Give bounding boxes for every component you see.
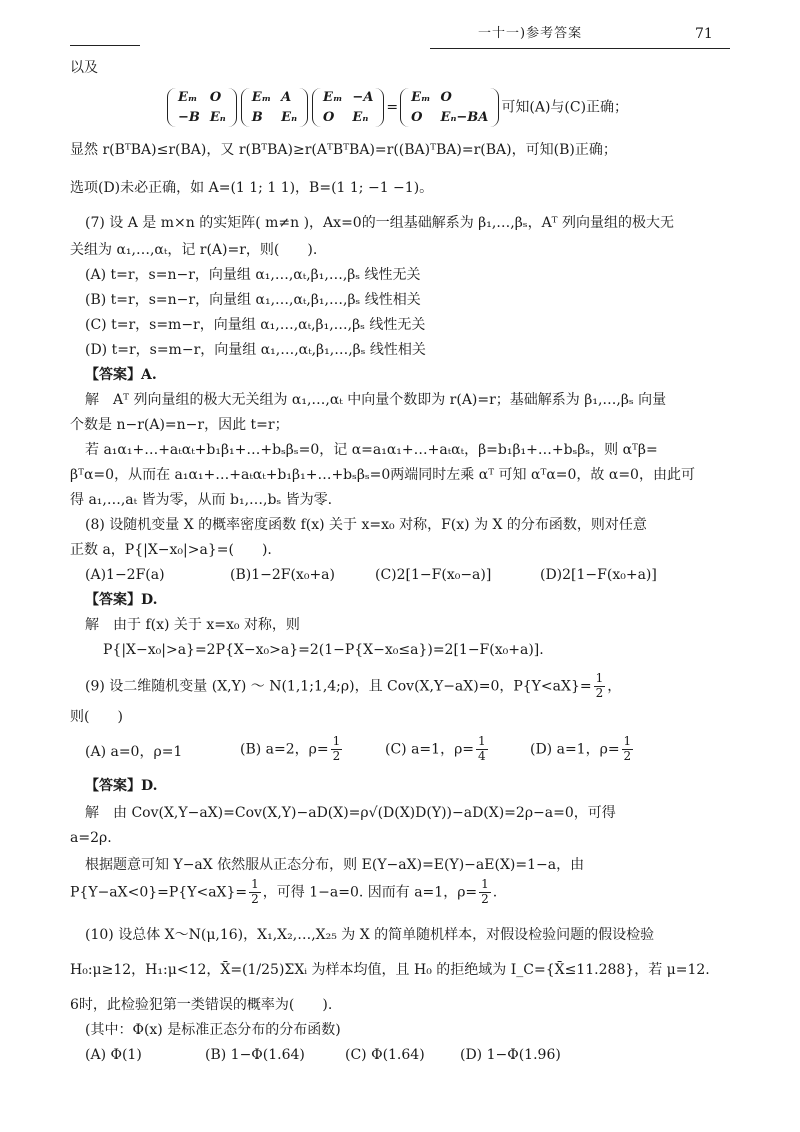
text-line: 选项(D)未必正确，如 A=(1 1; 1 1)，B=(1 1; −1 −1)。 bbox=[70, 180, 434, 196]
note-line: (其中：Φ(x) 是标准正态分布的分布函数) bbox=[85, 1022, 341, 1038]
option-b: (B)1−2F(x₀+a) bbox=[230, 567, 335, 583]
text-line: 显然 r(BᵀBA)≤r(BA)，又 r(BᵀBA)≥r(AᵀBᵀBA)=r((BA)ᵀBA)=r(BA)，可知(B)正确； bbox=[70, 142, 617, 158]
matrix-equation bbox=[165, 88, 628, 127]
text-line: 若 a₁α₁+…+aₜαₜ+b₁β₁+…+bₛβₛ=0，记 α=a₁α₁+…+aₜαₜ，β=b₁β₁+…+bₛβₛ，则 αᵀβ= bbox=[85, 442, 658, 458]
option-a: (A) Φ(1) bbox=[85, 1047, 142, 1063]
option-a: (A) a=0，ρ=1 bbox=[85, 744, 183, 760]
text-line: 得 a₁,…,aₜ 皆为零，从而 b₁,…,bₛ 皆为零. bbox=[70, 492, 333, 508]
question-8: (8) 设随机变量 X 的概率密度函数 f(x) 关于 x=x₀ 对称，F(x) 为 X 的分布函数，则对任意 bbox=[85, 517, 647, 533]
option-d: (D) 1−Φ(1.96) bbox=[460, 1047, 561, 1063]
matrix-3: Eₘ −A O Eₙ bbox=[312, 88, 384, 127]
text-line: P{Y−aX<0}=P{Y<aX}= $\frac{1}{2}$ ，可得 1−a=0. 因而有 a=1，ρ= $\frac{1}{2}$ . bbox=[70, 877, 498, 906]
option-a: (A) t=r，s=n−r，向量组 α₁,…,αₜ,β₁,…,βₛ 线性无关 bbox=[85, 267, 421, 283]
option-d: (D) a=1，ρ= $\frac{1}{2}$ bbox=[530, 734, 632, 763]
text-line: 个数是 n−r(A)=n−r，因此 t=r； bbox=[70, 417, 289, 433]
option-b: (B) 1−Φ(1.64) bbox=[205, 1047, 305, 1063]
matrix-4: Eₘ O O Eₙ−BA bbox=[400, 88, 499, 127]
option-c: (C) a=1，ρ= $\frac{1}{4}$ bbox=[385, 734, 486, 763]
option-d: (D)2[1−F(x₀+a)] bbox=[540, 567, 657, 583]
question-10: (10) 设总体 X～N(μ,16)，X₁,X₂,…,X₂₅ 为 X 的简单随机样本，对假设检验问题的假设检验 bbox=[85, 927, 655, 943]
text-line: 以及 bbox=[70, 60, 98, 76]
text-line: a=2ρ. bbox=[70, 830, 112, 846]
page-number: 71 bbox=[695, 26, 713, 42]
option-c: (C) t=r，s=m−r，向量组 α₁,…,αₜ,β₁,…,βₛ 线性无关 bbox=[85, 317, 426, 333]
text-line: 则( ) bbox=[70, 709, 123, 725]
question-9: (9) 设二维随机变量 (X,Y) ～ N(1,1;1,4;ρ)，且 Cov(X,Y−aX)=0，P{Y<aX}= $\frac{1}{2}$ ， bbox=[85, 671, 622, 700]
text-line: βᵀα=0，从而在 a₁α₁+…+aₜαₜ+b₁β₁+…+bₛβₛ=0两端同时左乘 αᵀ 可知 αᵀα=0，故 α=0，由此可 bbox=[70, 467, 695, 483]
text-line: 关组为 α₁,…,αₜ，记 r(A)=r，则( ). bbox=[70, 242, 318, 258]
question-7: (7) 设 A 是 m×n 的实矩阵( m≠n )，Ax=0的一组基础解系为 β₁,…,βₛ，Aᵀ 列向量组的极大无 bbox=[85, 215, 675, 231]
solution: 解 由于 f(x) 关于 x=x₀ 对称，则 bbox=[85, 617, 300, 633]
solution: 解 由 Cov(X,Y−aX)=Cov(X,Y)−aD(X)=ρ√(D(X)D(Y))−aD(X)=2ρ−a=0，可得 bbox=[85, 805, 616, 821]
header-rule-left bbox=[70, 45, 140, 46]
matrix-2: Eₘ A B Eₙ bbox=[241, 88, 308, 127]
text-line: H₀:μ≥12，H₁:μ<12，X̄=(1/25)ΣXᵢ 为样本均值，且 H₀ 的拒绝域为 I_C={X̄≤11.288}，若 μ=12. bbox=[70, 962, 710, 978]
header-title: 一十一)参考答案 bbox=[478, 26, 583, 41]
option-c: (C)2[1−F(x₀−a)] bbox=[375, 567, 492, 583]
text-line: 正数 a，P{|X−x₀|>a}=( ). bbox=[70, 542, 272, 558]
equals-sign: = bbox=[386, 99, 399, 116]
option-c: (C) Φ(1.64) bbox=[345, 1047, 425, 1063]
answer: 【答案】D. bbox=[85, 592, 158, 608]
header-rule bbox=[430, 48, 730, 49]
option-d: (D) t=r，s=m−r，向量组 α₁,…,αₜ,β₁,…,βₛ 线性相关 bbox=[85, 342, 426, 358]
fraction-half: $\frac{1}{2}$ bbox=[595, 671, 604, 700]
option-b: (B) a=2，ρ= $\frac{1}{2}$ bbox=[240, 734, 341, 763]
solution: 解 Aᵀ 列向量组的极大无关组为 α₁,…,αₜ 中向量个数即为 r(A)=r；基础解系为 β₁,…,βₛ 向量 bbox=[85, 392, 667, 408]
matrix-conclusion: 可知(A)与(C)正确； bbox=[501, 99, 629, 116]
option-a: (A)1−2F(a) bbox=[85, 567, 165, 583]
formula-line: P{|X−x₀|>a}=2P{X−x₀>a}=2(1−P{X−x₀≤a})=2[1−F(x₀+a)]. bbox=[103, 642, 544, 658]
text-line: 6时，此检验犯第一类错误的概率为( ). bbox=[70, 997, 333, 1013]
option-b: (B) t=r，s=n−r，向量组 α₁,…,αₜ,β₁,…,βₛ 线性相关 bbox=[85, 292, 421, 308]
answer: 【答案】A. bbox=[85, 367, 157, 383]
text-line: 根据题意可知 Y−aX 依然服从正态分布，则 E(Y−aX)=E(Y)−aE(X)=1−a，由 bbox=[85, 857, 585, 873]
answer: 【答案】D. bbox=[85, 778, 158, 794]
matrix-1: Eₘ O −B Eₙ bbox=[167, 88, 237, 127]
